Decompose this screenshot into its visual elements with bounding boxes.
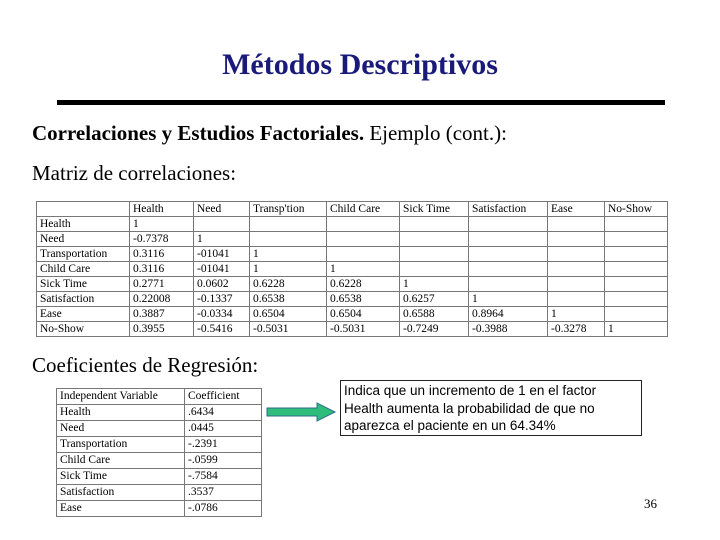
value-cell	[327, 247, 400, 262]
coefficient-row	[57, 469, 262, 485]
coefficient-row	[57, 405, 262, 421]
header-cell: Health	[130, 202, 194, 217]
value-cell	[469, 262, 548, 277]
value-cell	[548, 292, 605, 307]
value-cell: -.7584	[185, 469, 262, 485]
matrix-row-header	[37, 202, 668, 217]
row-label-cell: Need	[37, 232, 130, 247]
row-label-cell: No-Show	[37, 322, 130, 337]
slide-title: Métodos Descriptivos	[222, 48, 498, 81]
matrix-row	[37, 307, 668, 322]
coefficients-label: Coeficientes de Regresión:	[32, 353, 259, 377]
row-label-cell: Health	[37, 217, 130, 232]
value-cell: 0.6504	[250, 307, 327, 322]
header-cell: Coefficient	[185, 389, 262, 405]
value-cell: .0445	[185, 421, 262, 437]
value-cell	[469, 217, 548, 232]
explanation-note: Indica que un incremento de 1 en el factor Health aumenta la probabilidad de que no aparezca el paciente en un 64.34%	[340, 380, 642, 436]
matrix-row	[37, 292, 668, 307]
value-cell: 0.6228	[250, 277, 327, 292]
value-cell	[605, 262, 668, 277]
matrix-row	[37, 322, 668, 337]
value-cell: 1	[194, 232, 250, 247]
row-label-cell: Health	[57, 405, 185, 421]
value-cell	[400, 232, 469, 247]
value-cell	[548, 247, 605, 262]
matrix-row	[37, 217, 668, 232]
value-cell: -0.5416	[194, 322, 250, 337]
value-cell: 1	[400, 277, 469, 292]
matrix-row	[37, 277, 668, 292]
matrix-label: Matriz de correlaciones:	[32, 161, 237, 185]
value-cell: -.2391	[185, 437, 262, 453]
header-cell: Transp'tion	[250, 202, 327, 217]
coefficient-row	[57, 437, 262, 453]
value-cell: 0.6504	[327, 307, 400, 322]
value-cell: -.0786	[185, 501, 262, 517]
value-cell	[605, 247, 668, 262]
value-cell	[400, 262, 469, 277]
value-cell: -01041	[194, 247, 250, 262]
value-cell: 1	[548, 307, 605, 322]
correlation-matrix	[36, 201, 668, 337]
value-cell: -0.5031	[250, 322, 327, 337]
value-cell: -0.1337	[194, 292, 250, 307]
value-cell: 1	[250, 247, 327, 262]
matrix-row	[37, 262, 668, 277]
value-cell: 0.3887	[130, 307, 194, 322]
coefficient-table	[56, 388, 262, 517]
header-cell: Need	[194, 202, 250, 217]
value-cell: 1	[250, 262, 327, 277]
header-cell	[37, 202, 130, 217]
value-cell: 1	[605, 322, 668, 337]
page-number: 36	[644, 496, 657, 511]
coefficient-row	[57, 421, 262, 437]
value-cell: 0.3116	[130, 262, 194, 277]
value-cell: .3537	[185, 485, 262, 501]
value-cell	[327, 217, 400, 232]
row-label-cell: Sick Time	[37, 277, 130, 292]
coefficient-row-header	[57, 389, 262, 405]
header-cell: Independent Variable	[57, 389, 185, 405]
value-cell	[548, 232, 605, 247]
header-cell: Ease	[548, 202, 605, 217]
value-cell: 0.6588	[400, 307, 469, 322]
coefficient-row	[57, 485, 262, 501]
subtitle-rest: Ejemplo (cont.):	[364, 121, 507, 145]
value-cell: -0.7249	[400, 322, 469, 337]
value-cell	[605, 277, 668, 292]
value-cell	[250, 232, 327, 247]
value-cell	[605, 307, 668, 322]
row-label-cell: Transportation	[37, 247, 130, 262]
value-cell: -0.7378	[130, 232, 194, 247]
value-cell: 0.6538	[327, 292, 400, 307]
value-cell: 0.6228	[327, 277, 400, 292]
row-label-cell: Child Care	[37, 262, 130, 277]
value-cell: -.0599	[185, 453, 262, 469]
header-cell: No-Show	[605, 202, 668, 217]
value-cell	[194, 217, 250, 232]
value-cell	[250, 217, 327, 232]
value-cell: 0.3955	[130, 322, 194, 337]
header-cell: Child Care	[327, 202, 400, 217]
row-label-cell: Satisfaction	[37, 292, 130, 307]
value-cell: 0.6257	[400, 292, 469, 307]
value-cell: 0.8964	[469, 307, 548, 322]
subtitle-bold: Correlaciones y Estudios Factoriales.	[32, 121, 365, 145]
value-cell	[605, 292, 668, 307]
value-cell: -0.0334	[194, 307, 250, 322]
row-label-cell: Satisfaction	[57, 485, 185, 501]
value-cell: 0.3116	[130, 247, 194, 262]
value-cell: 0.22008	[130, 292, 194, 307]
value-cell	[548, 277, 605, 292]
value-cell: 1	[469, 292, 548, 307]
value-cell: 0.6538	[250, 292, 327, 307]
row-label-cell: Ease	[57, 501, 185, 517]
coefficient-row	[57, 501, 262, 517]
title-divider	[57, 100, 665, 105]
matrix-row	[37, 232, 668, 247]
row-label-cell: Ease	[37, 307, 130, 322]
value-cell: -0.3988	[469, 322, 548, 337]
row-label-cell: Child Care	[57, 453, 185, 469]
matrix-row	[37, 247, 668, 262]
value-cell	[548, 262, 605, 277]
coefficient-row	[57, 453, 262, 469]
value-cell: 1	[130, 217, 194, 232]
right-arrow-icon	[265, 402, 337, 422]
header-cell: Sick Time	[400, 202, 469, 217]
row-label-cell: Sick Time	[57, 469, 185, 485]
value-cell: -0.3278	[548, 322, 605, 337]
row-label-cell: Transportation	[57, 437, 185, 453]
value-cell	[469, 232, 548, 247]
value-cell: -01041	[194, 262, 250, 277]
row-label-cell: Need	[57, 421, 185, 437]
value-cell	[469, 277, 548, 292]
value-cell	[469, 247, 548, 262]
value-cell: .6434	[185, 405, 262, 421]
value-cell	[400, 217, 469, 232]
value-cell: 1	[327, 262, 400, 277]
header-cell: Satisfaction	[469, 202, 548, 217]
value-cell: -0.5031	[327, 322, 400, 337]
value-cell: 0.2771	[130, 277, 194, 292]
slide-subtitle	[32, 121, 507, 146]
value-cell	[327, 232, 400, 247]
value-cell	[548, 217, 605, 232]
value-cell: 0.0602	[194, 277, 250, 292]
value-cell	[400, 247, 469, 262]
value-cell	[605, 232, 668, 247]
value-cell	[605, 217, 668, 232]
